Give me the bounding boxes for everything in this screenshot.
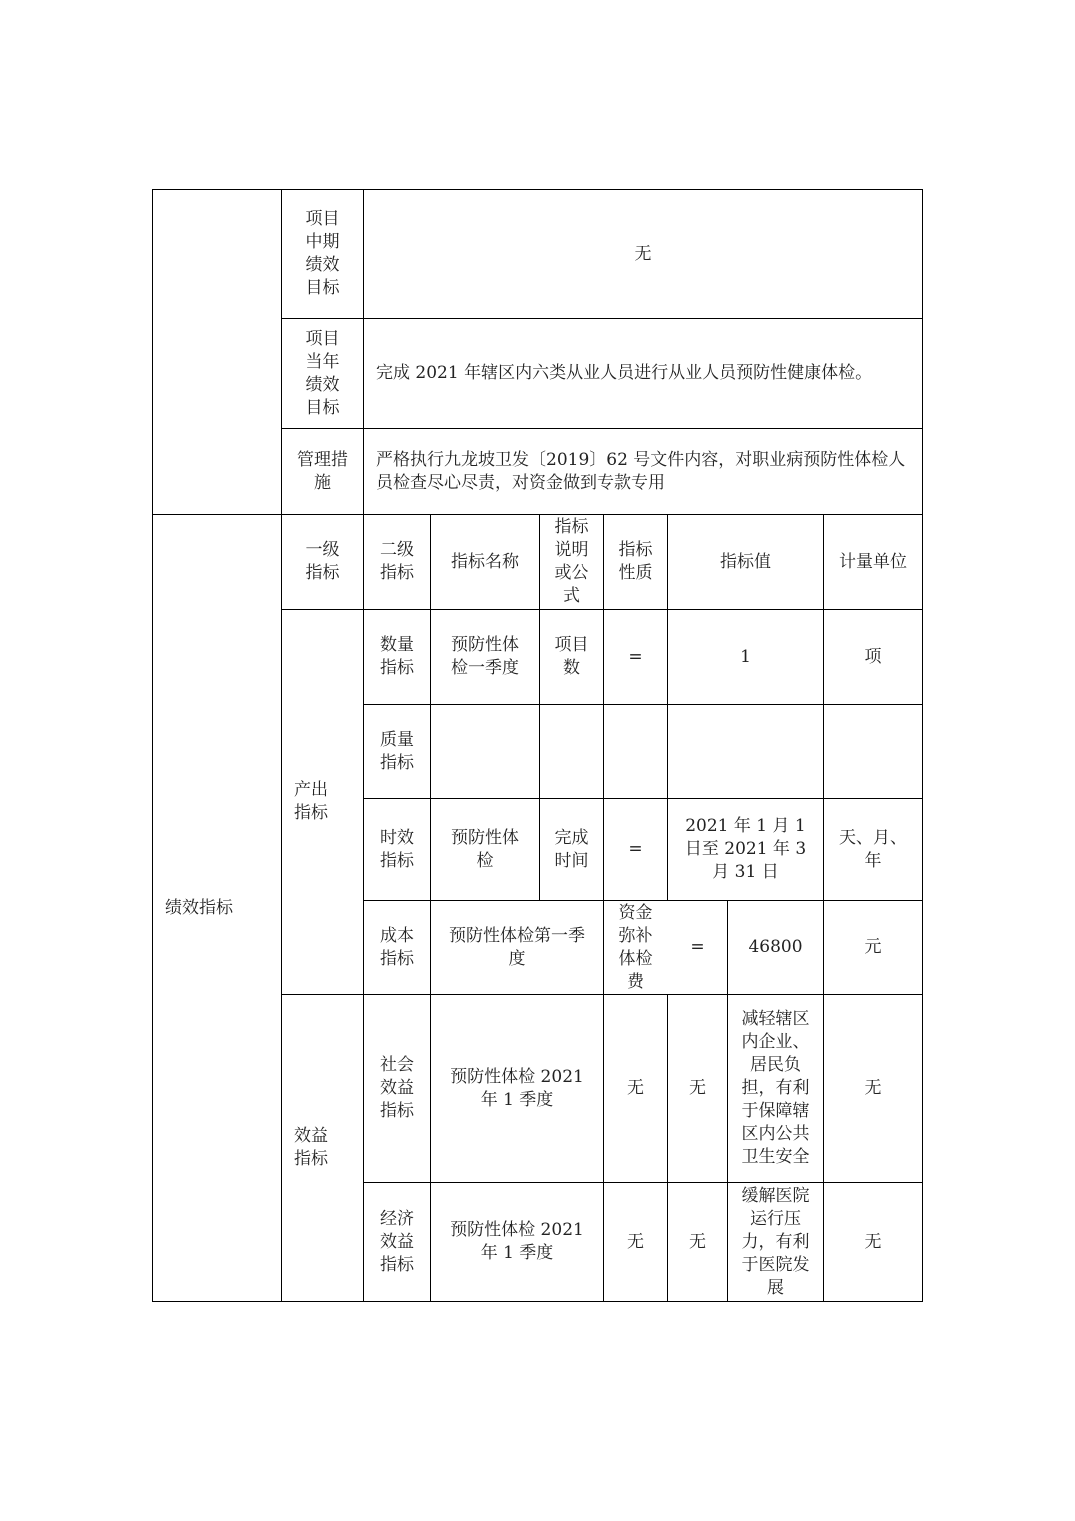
quantity-level2: 数量指标 [380, 635, 414, 678]
year-goal-value: 完成 2021 年辖区内六类从业人员进行从业人员预防性健康体检。 [376, 363, 873, 383]
economic-benefit-name: 预防性体检 2021 年 1 季度 [450, 1220, 584, 1263]
timeliness-name: 预防性体检 [451, 827, 519, 871]
cost-value: 46800 [748, 937, 803, 957]
social-benefit-unit: 无 [864, 1078, 882, 1098]
timeliness-unit: 天、月、年 [839, 827, 907, 871]
timeliness-desc: 完成时间 [554, 827, 589, 871]
header-value: 指标值 [720, 551, 771, 572]
timeliness-level2: 时效指标 [380, 827, 414, 871]
header-name: 指标名称 [451, 551, 519, 572]
social-benefit-desc: 无 [627, 1078, 644, 1098]
quantity-value: 1 [740, 646, 751, 667]
cost-unit: 元 [864, 937, 882, 957]
header-level1: 一级指标 [305, 540, 340, 583]
mid-goal-label: 项目中期绩效目标 [305, 209, 340, 298]
cost-name: 预防性体检第一季度 [449, 925, 585, 969]
header-level2: 二级指标 [380, 540, 414, 583]
social-benefit-level2: 社会效益指标 [380, 1055, 414, 1121]
quantity-nature: = [628, 646, 643, 667]
header-unit: 计量单位 [839, 551, 907, 572]
quality-level2: 质量指标 [380, 729, 414, 773]
row-line [363, 704, 923, 705]
header-nature: 指标性质 [618, 540, 653, 583]
cost-nature: = [690, 937, 705, 957]
mid-goal-value: 无 [634, 243, 652, 264]
timeliness-value: 2021 年 1 月 1 日至 2021 年 3 月 31 日 [684, 816, 807, 882]
cost-desc: 资金弥补体检费 [618, 902, 653, 992]
management-label: 管理措施 [297, 449, 348, 493]
year-goal-label: 项目当年绩效目标 [305, 328, 340, 418]
benefit-indicator-label: 效益指标 [294, 1126, 328, 1169]
management-value: 严格执行九龙坡卫发〔2019〕62 号文件内容，对职业病预防性体检人员检查尽心尽责，对资金做到专款专用 [376, 449, 906, 493]
timeliness-nature: = [628, 839, 643, 859]
quantity-unit: 项 [864, 646, 882, 667]
social-benefit-name: 预防性体检 2021 年 1 季度 [450, 1066, 584, 1110]
economic-benefit-desc: 无 [627, 1231, 644, 1252]
table-border-right [922, 189, 923, 1302]
cost-level2: 成本指标 [380, 925, 414, 969]
economic-benefit-value: 缓解医院运行压力，有利于医院发展 [741, 1185, 810, 1298]
quantity-name: 预防性体检一季度 [451, 635, 519, 678]
header-desc: 指标说明或公式 [554, 517, 589, 606]
economic-benefit-nature: 无 [689, 1231, 706, 1252]
quantity-desc: 项目数 [554, 635, 589, 678]
economic-benefit-level2: 经济效益指标 [380, 1208, 414, 1275]
social-benefit-value: 减轻辖区内企业、居民负担，有利于保障辖区内公共卫生安全 [741, 1009, 810, 1167]
perf-section-label: 绩效指标 [165, 897, 233, 918]
economic-benefit-unit: 无 [864, 1231, 882, 1252]
social-benefit-nature: 无 [689, 1078, 706, 1098]
output-indicator-label: 产出指标 [294, 780, 328, 823]
table-border-bottom [152, 1301, 923, 1302]
